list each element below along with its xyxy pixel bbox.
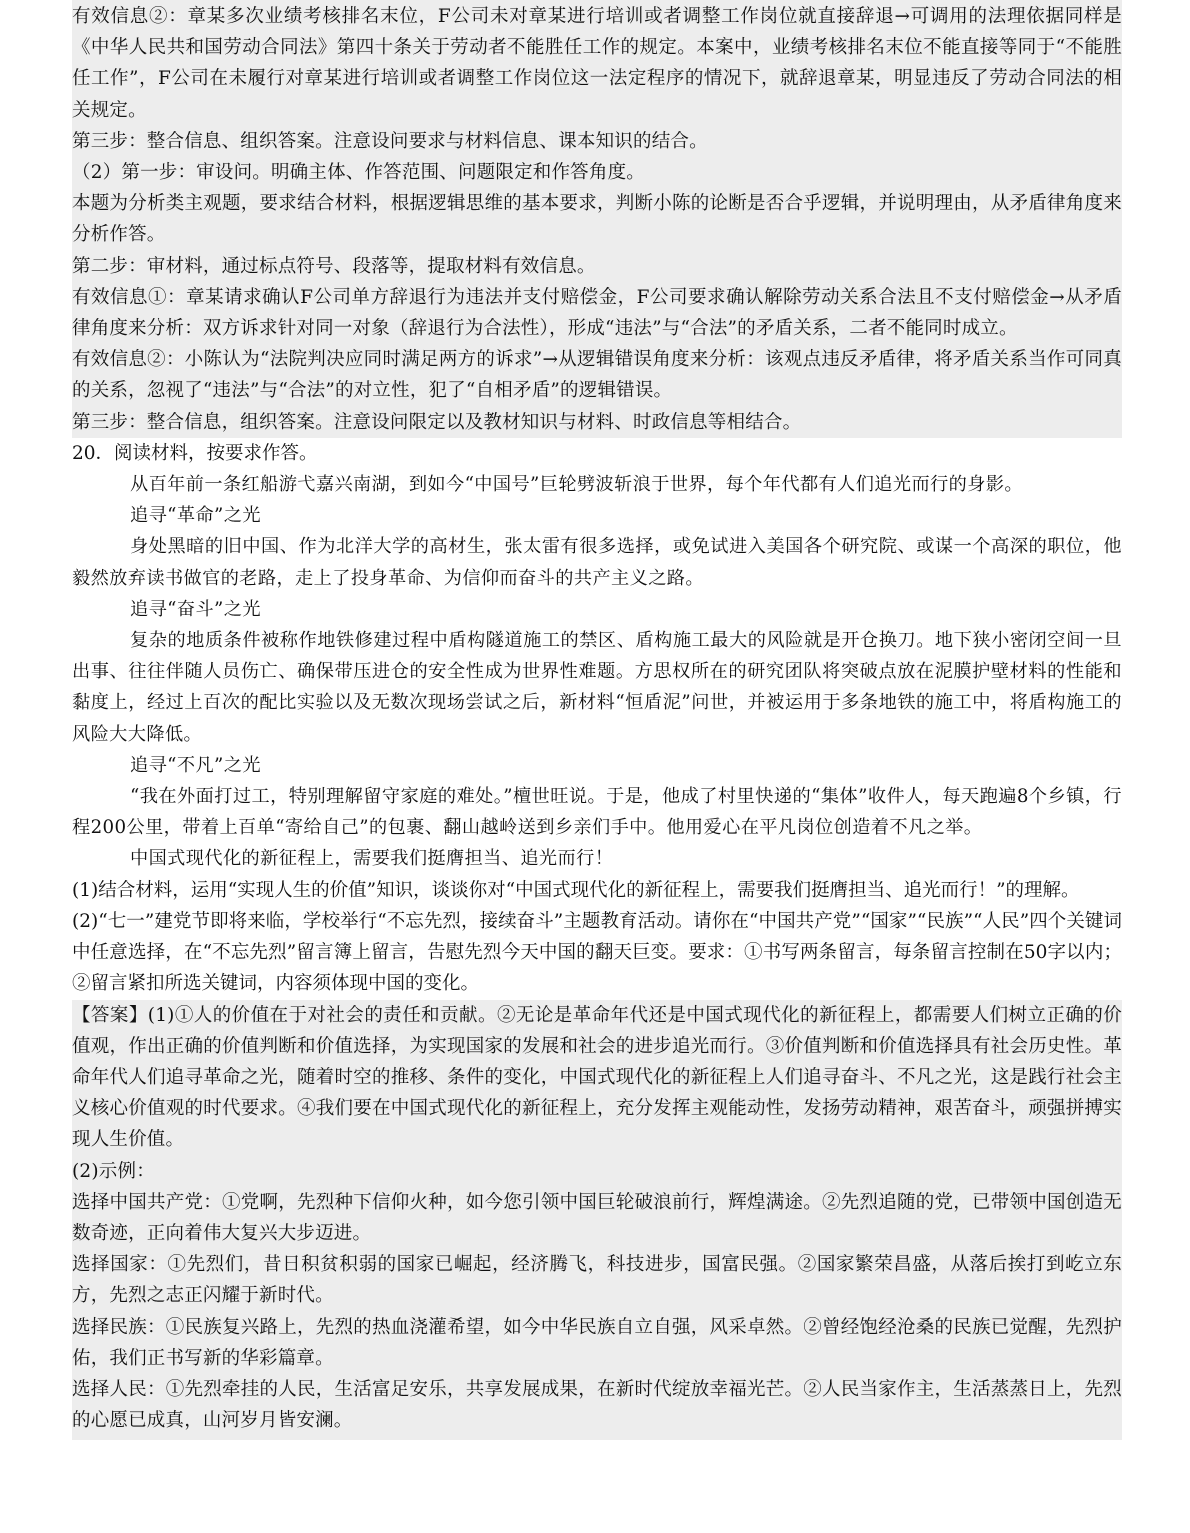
analysis-paragraph: 有效信息②：小陈认为“法院判决应同时满足两方的诉求”→从逻辑错误角度来分析：该观点违反矛盾律，将矛盾关系当作可同真的关系，忽视了“违法”与“合法”的对立性，犯了“自相矛盾”的逻辑错误。 — [72, 349, 1122, 402]
material-intro: 从百年前一条红船游弋嘉兴南湖，到如今“中国号”巨轮劈波斩浪于世界，每个年代都有人们追光而行的身影。 — [130, 474, 1024, 496]
answer-paragraph: 【答案】(1)①人的价值在于对社会的责任和贡献。②无论是革命年代还是中国式现代化的新征程上，都需要人们树立正确的价值观，作出正确的价值判断和价值选择，为实现国家的发展和社会的进步追光而行。③价值判断和价值选择具有社会历史性。革命年代人们追寻革命之光，随着时空的推移、条件的变化，中国式现代化的新征程上人们追寻奋斗、不凡之光，这是践行社会主义核心价值观的时代要求。④我们要在中国式现代化的新征程上，充分发挥主观能动性，发扬劳动精神，艰苦奋斗，顽强拼搏实现人生价值。 — [72, 1004, 1122, 1151]
analysis-paragraph: （2）第一步：审设问。明确主体、作答范围、问题限定和作答角度。 — [72, 162, 645, 184]
material-paragraph: 身处黑暗的旧中国、作为北洋大学的高材生，张太雷有很多选择，或免试进入美国各个研究院、或谋一个高深的职位，他毅然放弃读书做官的老路，走上了投身革命、为信仰而奋斗的共产主义之路。 — [72, 536, 1122, 589]
answer-paragraph: 选择中国共产党：①党啊，先烈种下信仰火种，如今您引领中国巨轮破浪前行，辉煌满途。②先烈追随的党，已带领中国创造无数奇迹，正向着伟大复兴大步迈进。 — [72, 1191, 1122, 1244]
answer-paragraph: 选择国家：①先烈们，昔日积贫积弱的国家已崛起，经济腾飞，科技进步，国富民强。②国家繁荣昌盛，从落后挨打到屹立东方，先烈之志正闪耀于新时代。 — [72, 1254, 1122, 1307]
answer-paragraph: 选择人民：①先烈牵挂的人民，生活富足安乐，共享发展成果，在新时代绽放幸福光芒。②人民当家作主，生活蒸蒸日上，先烈的心愿已成真，山河岁月皆安澜。 — [72, 1378, 1122, 1432]
material-subheading: 追寻“奋斗”之光 — [130, 598, 261, 620]
analysis-section — [72, 0, 1122, 438]
material-subheading: 追寻“不凡”之光 — [130, 754, 261, 776]
sub-question-2: (2)“七一”建党节即将来临，学校举行“不忘先烈，接续奋斗”主题教育活动。请你在“中国共产党”“国家”“民族”“人民”四个关键词中任意选择，在“不忘先烈”留言簿上留言，告慰先烈今天中国的翻天巨变。要求：①书写两条留言，每条留言控制在50字以内；②留言紧扣所选关键词，内容须体现中国的变化。 — [72, 910, 1122, 995]
answer-section — [72, 1000, 1122, 1441]
material-paragraph: 复杂的地质条件被称作地铁修建过程中盾构隧道施工的禁区、盾构施工最大的风险就是开仓换刀。地下狭小密闭空间一旦出事、往往伴随人员伤亡、确保带压进仓的安全性成为世界性难题。方思权所在的研究团队将突破点放在泥膜护壁材料的性能和黏度上，经过上百次的配比实验以及无数次现场尝试之后，新材料“恒盾泥”问世，并被运用于多条地铁的施工中，将盾构施工的风险大大降低。 — [72, 630, 1122, 745]
material-subheading: 追寻“革命”之光 — [130, 505, 261, 527]
material-paragraph: “我在外面打过工，特别理解留守家庭的难处。”檀世旺说。于是，他成了村里快递的“集体”收件人，每天跑遍8个乡镇，行程200公里，带着上百单“寄给自己”的包裹、翻山越岭送到乡亲们手中。他用爱心在平凡岗位创造着不凡之举。 — [72, 786, 1122, 839]
analysis-paragraph: 本题为分析类主观题，要求结合材料，根据逻辑思维的基本要求，判断小陈的论断是否合乎逻辑，并说明理由，从矛盾律角度来分析作答。 — [72, 193, 1122, 246]
analysis-paragraph: 有效信息①：章某请求确认F公司单方辞退行为违法并支付赔偿金，F公司要求确认解除劳动关系合法且不支付赔偿金→从矛盾律角度来分析：双方诉求针对同一对象（辞退行为合法性），形成“违法”与“合法”的矛盾关系，二者不能同时成立。 — [72, 286, 1122, 340]
document-page — [72, 0, 1122, 1440]
analysis-paragraph: 有效信息②：章某多次业绩考核排名末位，F公司未对章某进行培训或者调整工作岗位就直接辞退→可调用的法理依据同样是《中华人民共和国劳动合同法》第四十条关于劳动者不能胜任工作的规定。本案中，业绩考核排名末位不能直接等同于“不能胜任工作”，F公司在未履行对章某进行培训或者调整工作岗位这一法定程序的情况下，就辞退章某，明显违反了劳动合同法的相关规定。 — [72, 6, 1122, 121]
sub-question-1: (1)结合材料，运用“实现人生的价值”知识，谈谈你对“中国式现代化的新征程上，需要我们挺膺担当、追光而行！”的理解。 — [72, 879, 1080, 901]
question-heading: 20．阅读材料，按要求作答。 — [72, 442, 318, 464]
analysis-paragraph: 第二步：审材料，通过标点符号、段落等，提取材料有效信息。 — [72, 255, 596, 277]
answer-paragraph: (2)示例： — [72, 1160, 155, 1182]
analysis-paragraph: 第三步：整合信息，组织答案。注意设问限定以及教材知识与材料、时政信息等相结合。 — [72, 411, 802, 433]
material-closing: 中国式现代化的新征程上，需要我们挺膺担当、追光而行！ — [130, 848, 614, 870]
analysis-paragraph: 第三步：整合信息、组织答案。注意设问要求与材料信息、课本知识的结合。 — [72, 130, 708, 152]
question-section — [72, 438, 1122, 1000]
answer-paragraph: 选择民族：①民族复兴路上，先烈的热血浇灌希望，如今中华民族自立自强，风采卓然。②曾经饱经沧桑的民族已觉醒，先烈护佑，我们正书写新的华彩篇章。 — [72, 1316, 1122, 1369]
